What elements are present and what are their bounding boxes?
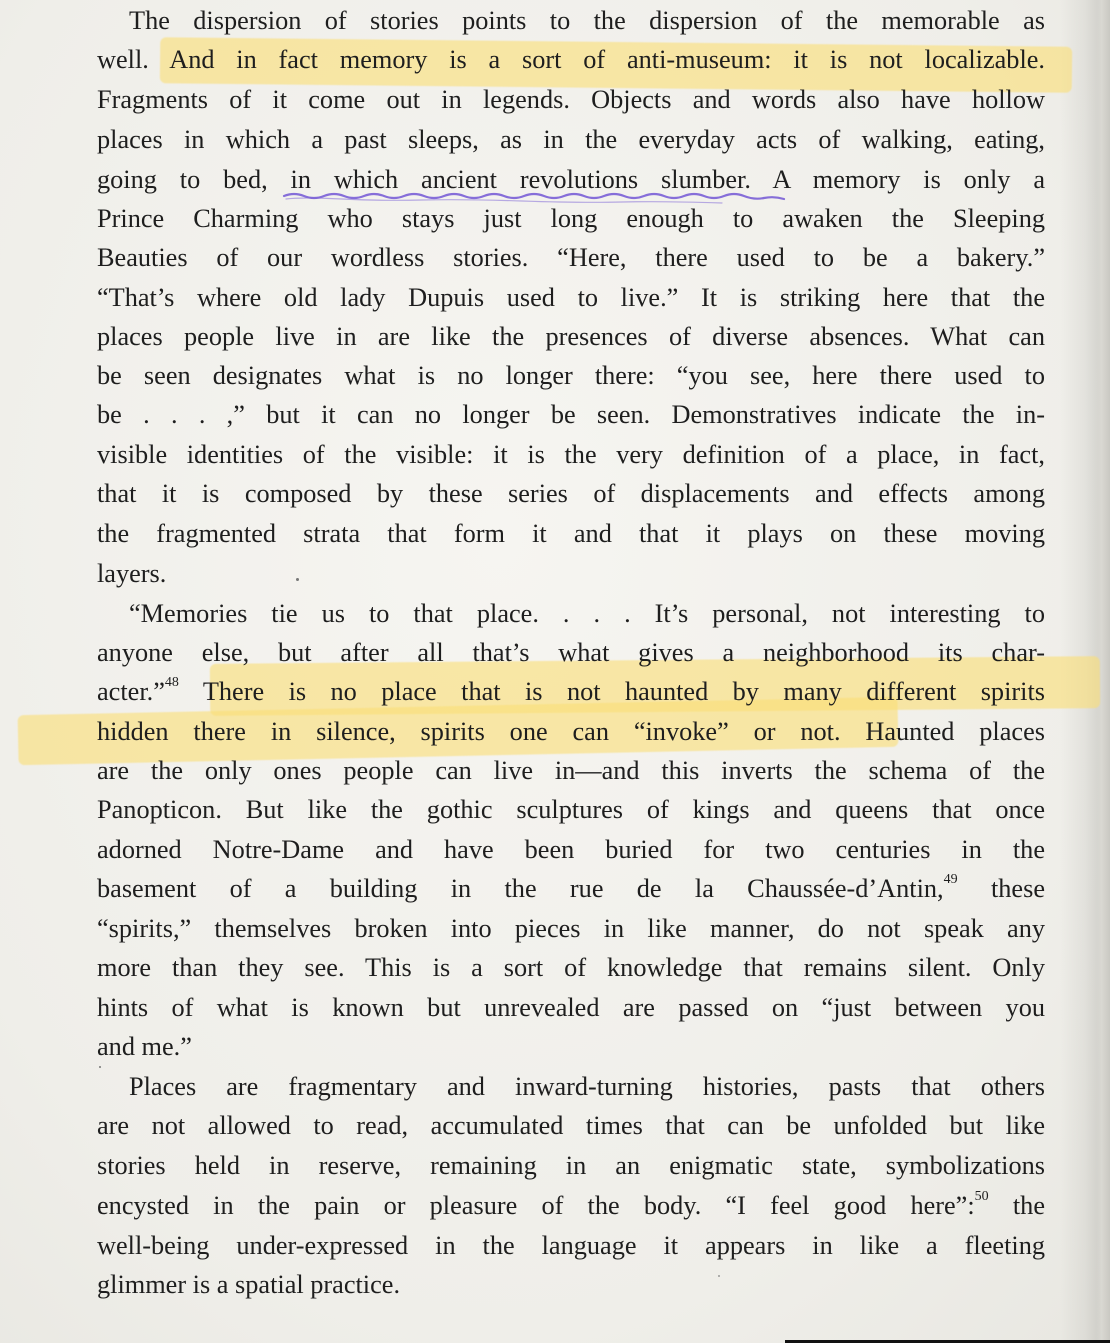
footnote-ref-49: 49 (943, 872, 958, 888)
text-line: and me.” (97, 1032, 192, 1061)
text-line: Panopticon. But like the gothic sculptures of kings and queens that once (97, 795, 1045, 824)
text-run: There is no place that is not haunted by many different spirits (202, 677, 1045, 706)
text-line: going to bed, in which ancient revolutions slumber. A memory is only a (97, 165, 1045, 194)
text-line: anyone else, but after all that’s what gives a neighborhood its char- (97, 638, 1045, 667)
text-line: stories held in reserve, remaining in an enigmatic state, symbolizations (97, 1151, 1045, 1180)
text-line: Fragments of it come out in legends. Objects and words also have hollow (97, 85, 1045, 114)
pen-underline (282, 190, 802, 210)
text-line: The dispersion of stories points to the dispersion of the memorable as (129, 6, 1045, 35)
text-line: adorned Notre-Dame and have been buried for two centuries in the (97, 835, 1045, 864)
text-line (97, 1186, 1045, 1226)
text-line: “spirits,” themselves broken into pieces in like manner, do not speak any (97, 914, 1045, 943)
text-line: layers. (97, 559, 167, 588)
text-line: more than they see. This is a sort of knowledge that remains silent. Only (97, 953, 1045, 982)
text-line: Prince Charming who stays just long enough to awaken the Sleeping (97, 204, 1045, 233)
text-line: that it is composed by these series of displacements and effects among (97, 479, 1045, 508)
footnote-ref-48: 48 (164, 675, 179, 691)
text-line: be seen designates what is no longer there: “you see, here there used to (97, 361, 1045, 390)
text-line: the fragmented strata that form it and that it plays on these moving (97, 519, 1045, 548)
text-line: are not allowed to read, accumulated times that can be unfolded but like (97, 1111, 1045, 1140)
text-line: Places are fragmentary and inward-turning histories, pasts that others (129, 1072, 1045, 1101)
text-run: basement of a building in the rue de la Chaussée-d’Antin, (97, 874, 944, 903)
text-line-run: well. And in fact memory is a sort of anti-museum: it is not localizable. (97, 45, 1045, 74)
text-line (97, 672, 1045, 712)
text-line: “Memories tie us to that place. . . . It’s personal, not interesting to (129, 599, 1045, 628)
text-line: well-being under-expressed in the language it appears in like a fleeting (97, 1231, 1045, 1260)
text-run: the (1012, 1191, 1045, 1220)
text-line: glimmer is a spatial practice. (97, 1270, 401, 1299)
text-line: places people live in are like the presences of diverse absences. What can (97, 322, 1045, 351)
text-line: “That’s where old lady Dupuis used to live.” It is striking here that the (97, 283, 1045, 312)
text-line: places in which a past sleeps, as in the everyday acts of walking, eating, (97, 125, 1045, 154)
text-line: hints of what is known but unrevealed are passed on “just between you (97, 993, 1045, 1022)
text-line: Beauties of our wordless stories. “Here, there used to be a bakery.” (97, 243, 1045, 272)
text-line: be . . . ,” but it can no longer be seen. Demonstratives indicate the in- (97, 400, 1045, 429)
footnote-ref-50: 50 (974, 1189, 989, 1205)
text-line: hidden there in silence, spirits one can “invoke” or not. Haunted places (97, 717, 1045, 746)
text-line (97, 40, 1045, 80)
text-line (97, 869, 1045, 909)
text-run: acter.” (97, 677, 165, 706)
text-run: encysted in the pain or pleasure of the body. “I feel good here”: (97, 1191, 975, 1220)
text-line: are the only ones people can live in—and this inverts the schema of the (97, 756, 1045, 785)
text-run: these (990, 874, 1045, 903)
text-line: visible identities of the visible: it is the very definition of a place, in fact, (97, 440, 1045, 469)
